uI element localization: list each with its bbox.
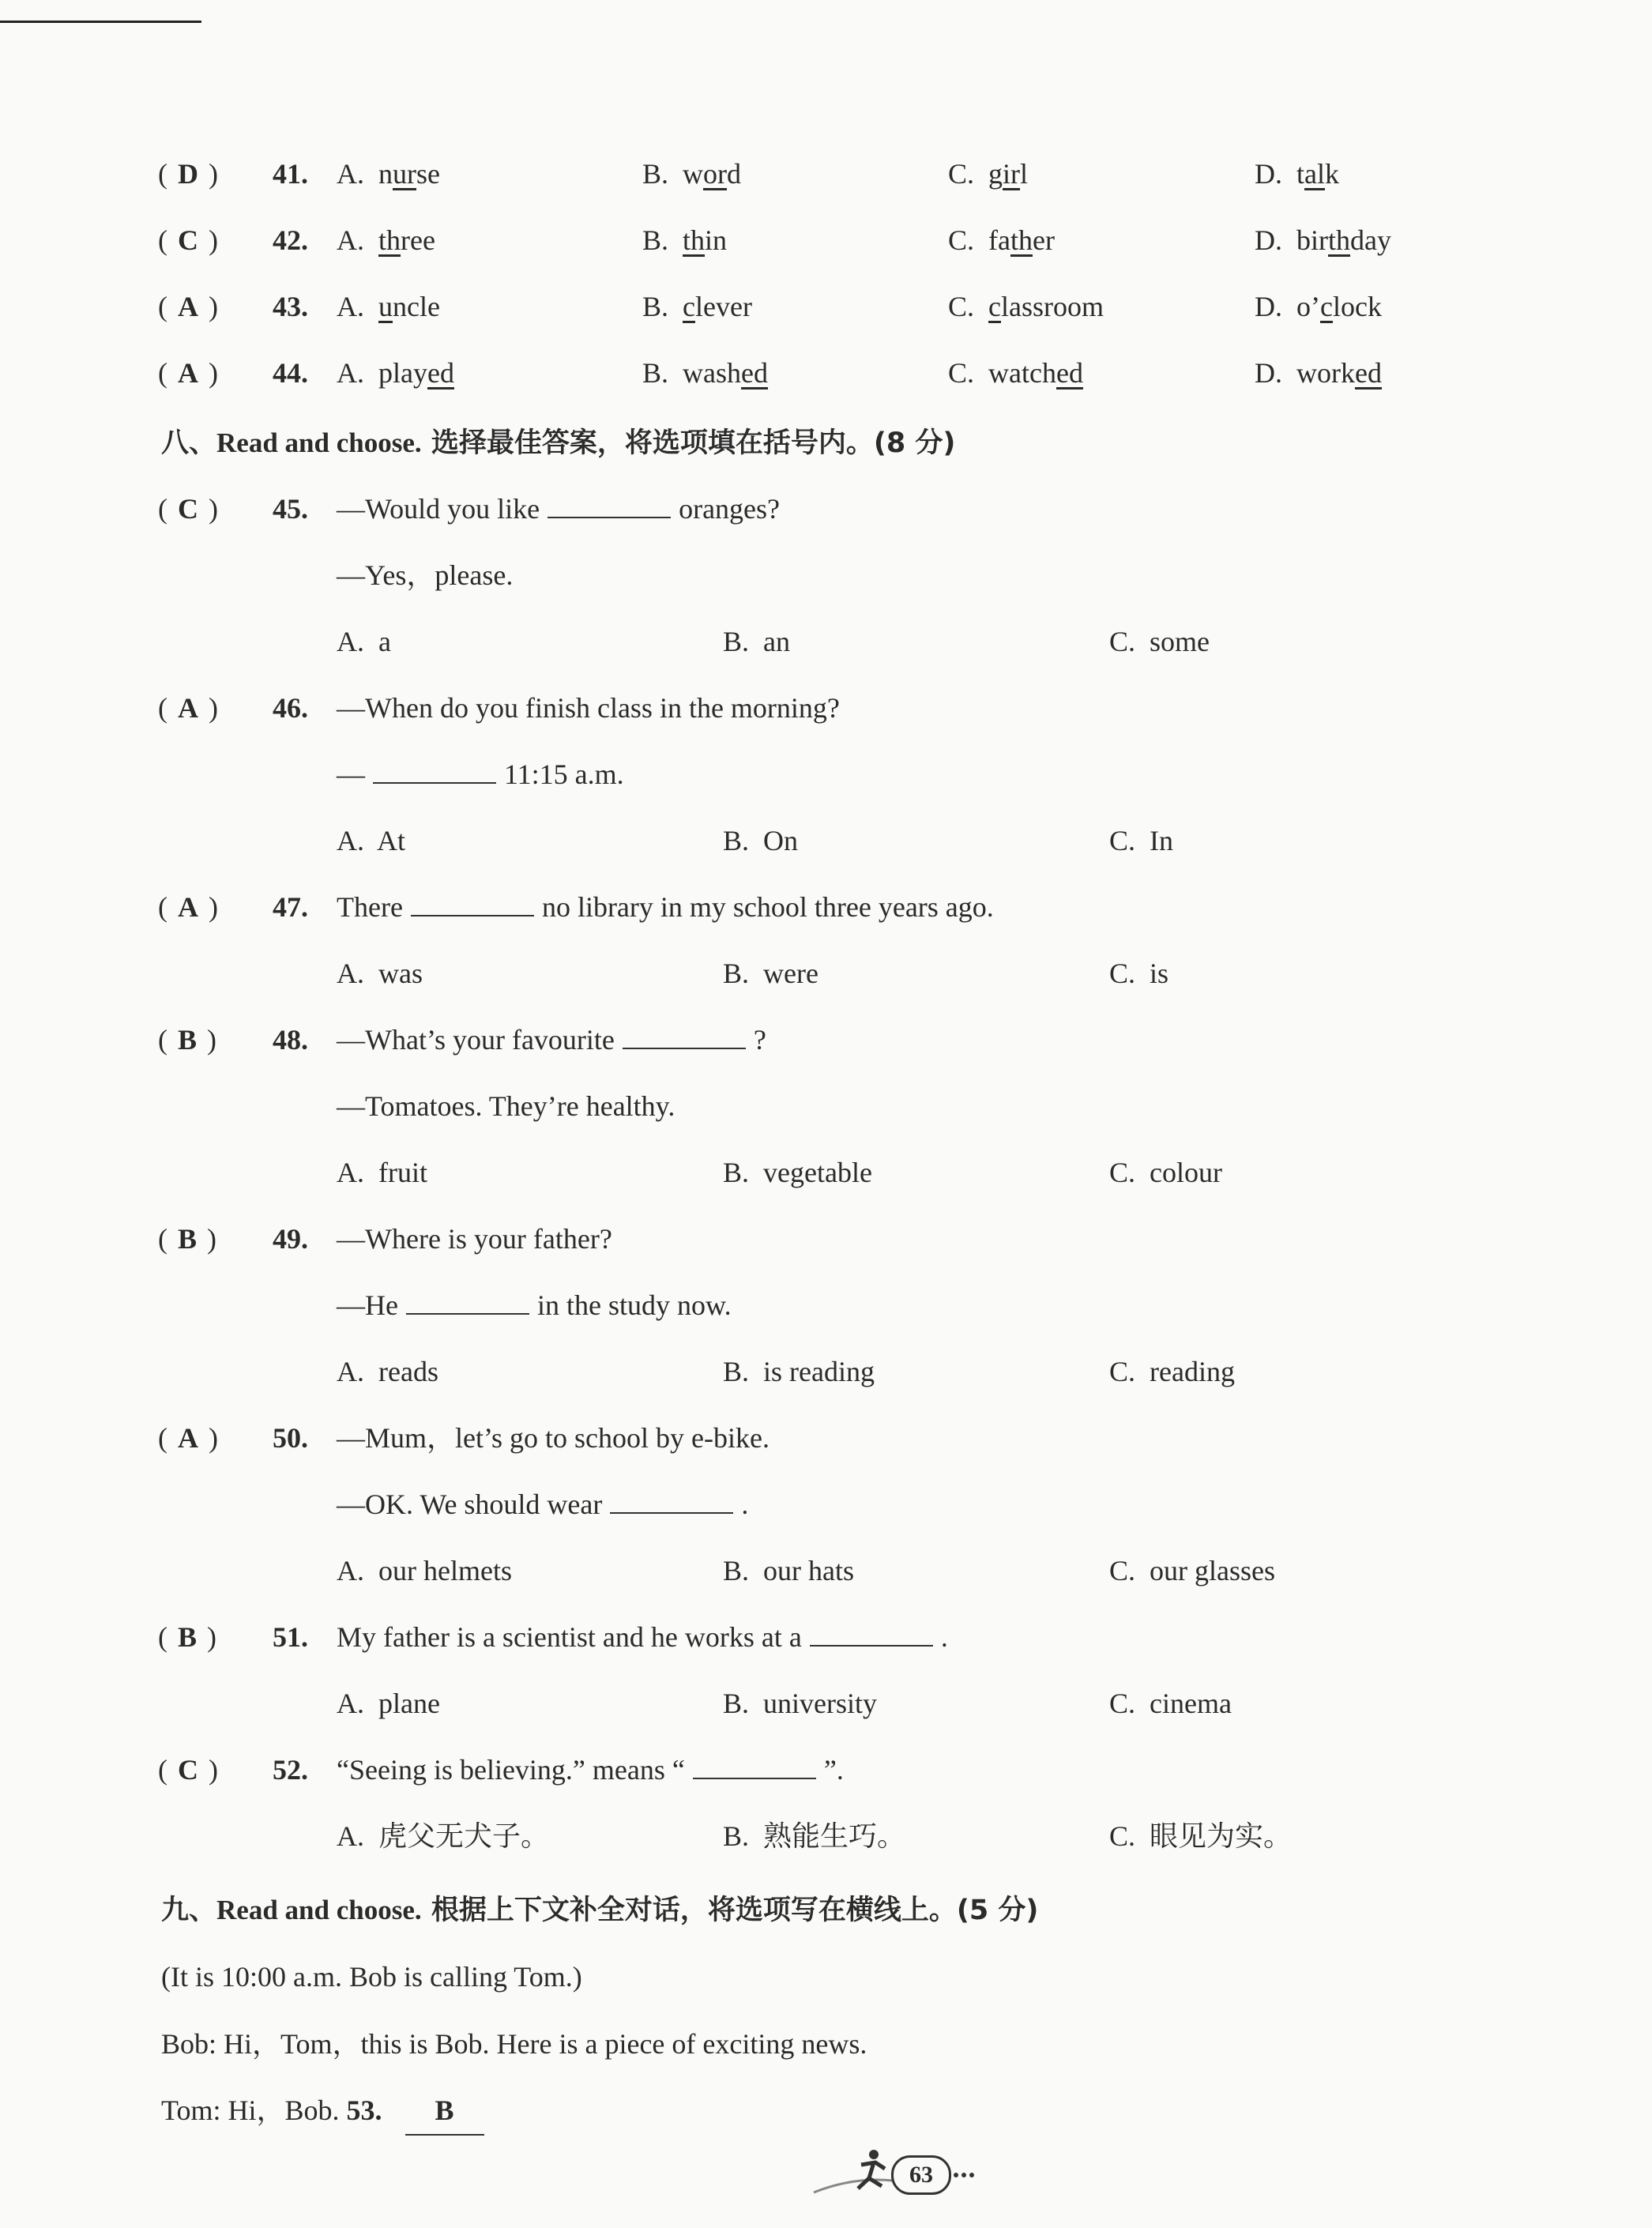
answer-parentheses[interactable]: ( C ) [158, 493, 220, 525]
dialogue-intro: (It is 10:00 a.m. Bob is calling Tom.) [161, 1961, 582, 1993]
option-c: C. girl [948, 158, 1029, 190]
underlined-letters: c [1320, 291, 1333, 322]
option-b: B. washed [642, 357, 768, 389]
option-a: A. At [337, 825, 406, 856]
answer-parentheses[interactable]: ( B ) [158, 1223, 219, 1255]
option-a: A. was [337, 958, 423, 989]
answer-parentheses[interactable]: ( A ) [158, 291, 220, 322]
fill-blank[interactable] [810, 1615, 933, 1647]
fill-blank[interactable] [406, 1283, 529, 1315]
question-text: There no library in my school three years ago. [337, 883, 994, 931]
underlined-letters: or [703, 158, 728, 190]
option-a: A. played [337, 357, 454, 389]
fill-blank[interactable] [373, 752, 496, 784]
underlined-letters: ir [1003, 158, 1021, 190]
answer-parentheses[interactable]: ( C ) [158, 224, 220, 256]
question-reply-row [0, 1481, 1652, 1528]
reply-text: —OK. We should wear . [337, 1481, 748, 1528]
underlined-letters: ed [741, 357, 768, 389]
question-number: 51. [273, 1621, 308, 1653]
question-number: 45. [273, 493, 308, 525]
question-number: 41. [273, 158, 308, 190]
reply-text: —He in the study now. [337, 1281, 732, 1329]
section-8-heading: 八、Read and choose. 选择最佳答案，将选项填在括号内。(8 分) [161, 427, 956, 459]
top-rule [0, 21, 201, 23]
dialogue-line-bob: Bob: Hi，Tom，this is Bob. Here is a piece of exciting news. [161, 2028, 867, 2060]
question-text: —When do you finish class in the morning? [337, 692, 840, 724]
option-a: A. three [337, 224, 435, 256]
underlined-letters: th [683, 224, 706, 256]
answer-parentheses[interactable]: ( B ) [158, 1621, 219, 1653]
option-c: C. reading [1109, 1356, 1235, 1387]
options-row [0, 1680, 1652, 1727]
options-row [0, 1348, 1652, 1395]
fill-blank[interactable] [693, 1748, 816, 1779]
question-row [0, 1613, 1652, 1661]
page-number: 63 [891, 2155, 951, 2195]
answer-parentheses[interactable]: ( A ) [158, 1422, 220, 1454]
underlined-letters: u [378, 291, 393, 322]
question-number: 46. [273, 692, 308, 724]
answer-parentheses[interactable]: ( C ) [158, 1754, 220, 1786]
question-row [0, 684, 1652, 732]
option-b: B. our hats [723, 1555, 854, 1586]
fill-blank[interactable] [411, 885, 534, 916]
underlined-letters: c [988, 291, 1001, 322]
question-number: 44. [273, 357, 308, 389]
question-number: 42. [273, 224, 308, 256]
option-c: C. cinema [1109, 1688, 1232, 1719]
question-reply-row [0, 1082, 1652, 1130]
option-c: C. 眼见为实。 [1109, 1820, 1293, 1852]
underlined-letters: ur [393, 158, 416, 190]
option-d: D. worked [1255, 357, 1382, 389]
question-number: 47. [273, 891, 308, 923]
option-a: A. reads [337, 1356, 438, 1387]
option-c: C. In [1109, 825, 1173, 856]
question-row [0, 1215, 1652, 1263]
option-a: A. a [337, 626, 391, 657]
fill-blank[interactable] [623, 1018, 746, 1049]
option-b: B. thin [642, 224, 728, 256]
question-number: 53. [346, 2094, 382, 2126]
question-row [0, 883, 1652, 931]
question-reply-row [0, 1281, 1652, 1329]
answer-parentheses[interactable]: ( B ) [158, 1024, 219, 1056]
option-a: A. 虎父无犬子。 [337, 1820, 549, 1852]
question-number: 50. [273, 1422, 308, 1454]
option-b: B. were [723, 958, 818, 989]
answer-parentheses[interactable]: ( A ) [158, 891, 220, 923]
question-row [0, 485, 1652, 533]
question-text: —Where is your father? [337, 1223, 612, 1255]
section-9-heading: 九、Read and choose. 根据上下文补全对话，将选项写在横线上。(5 分) [161, 1895, 1039, 1926]
reply-text: —Yes，please. [337, 559, 514, 591]
option-c: C. watched [948, 357, 1083, 389]
underlined-letters: al [1304, 158, 1325, 190]
option-b: B. clever [642, 291, 752, 322]
underlined-letters: ed [1355, 357, 1382, 389]
option-d: D. o’clock [1255, 291, 1382, 322]
option-c: C. colour [1109, 1157, 1222, 1188]
question-row [0, 1746, 1652, 1793]
options-row [0, 1547, 1652, 1594]
underlined-letters: th [1010, 224, 1033, 256]
question-row [0, 216, 1652, 264]
question-reply-row [0, 751, 1652, 798]
question-text: “Seeing is believing.” means “ ”. [337, 1746, 844, 1793]
option-a: A. uncle [337, 291, 440, 322]
option-c: C. our glasses [1109, 1555, 1275, 1586]
question-number: 48. [273, 1024, 308, 1056]
fill-blank[interactable] [610, 1482, 733, 1514]
question-number: 43. [273, 291, 308, 322]
underlined-letters: ed [1056, 357, 1083, 389]
question-text: —Mum，let’s go to school by e-bike. [337, 1422, 770, 1454]
options-row [0, 618, 1652, 665]
underlined-letters: c [683, 291, 695, 322]
option-a: A. fruit [337, 1157, 427, 1188]
option-b: B. is reading [723, 1356, 875, 1387]
answer-parentheses[interactable]: ( D ) [158, 158, 220, 190]
question-text: —What’s your favourite ? [337, 1016, 766, 1063]
option-c: C. is [1109, 958, 1169, 989]
answer-parentheses[interactable]: ( A ) [158, 357, 220, 389]
fill-blank[interactable] [548, 487, 671, 518]
option-b: B. On [723, 825, 799, 856]
option-d: D. talk [1255, 158, 1339, 190]
options-row [0, 1149, 1652, 1196]
options-row [0, 817, 1652, 864]
option-a: A. nurse [337, 158, 440, 190]
answer-blank-53[interactable]: B [405, 2087, 484, 2136]
question-reply-row [0, 551, 1652, 599]
question-number: 52. [273, 1754, 308, 1786]
question-row [0, 150, 1652, 198]
underlined-letters: th [1328, 224, 1351, 256]
underlined-letters: ed [427, 357, 454, 389]
question-row [0, 349, 1652, 397]
options-row [0, 950, 1652, 997]
option-a: A. plane [337, 1688, 440, 1719]
question-row [0, 1016, 1652, 1063]
options-row [0, 1812, 1652, 1860]
option-b: B. 熟能生巧。 [723, 1820, 906, 1852]
option-c: C. father [948, 224, 1055, 256]
reply-text: —Tomatoes. They’re healthy. [337, 1090, 675, 1122]
option-a: A. our helmets [337, 1555, 512, 1586]
option-b: B. vegetable [723, 1157, 872, 1188]
question-number: 49. [273, 1223, 308, 1255]
option-d: D. birthday [1255, 224, 1391, 256]
question-row [0, 283, 1652, 330]
reply-text: — 11:15 a.m. [337, 751, 624, 798]
underlined-letters: th [378, 224, 401, 256]
option-b: B. word [642, 158, 742, 190]
option-c: C. some [1109, 626, 1210, 657]
dialogue-line-tom: Tom: Hi，Bob. 53. B [161, 2087, 484, 2136]
question-row [0, 1414, 1652, 1462]
question-text: —Would you like oranges? [337, 485, 780, 533]
option-b: B. university [723, 1688, 877, 1719]
option-b: B. an [723, 626, 790, 657]
question-text: My father is a scientist and he works at a . [337, 1613, 948, 1661]
answer-parentheses[interactable]: ( A ) [158, 692, 220, 724]
option-c: C. classroom [948, 291, 1104, 322]
